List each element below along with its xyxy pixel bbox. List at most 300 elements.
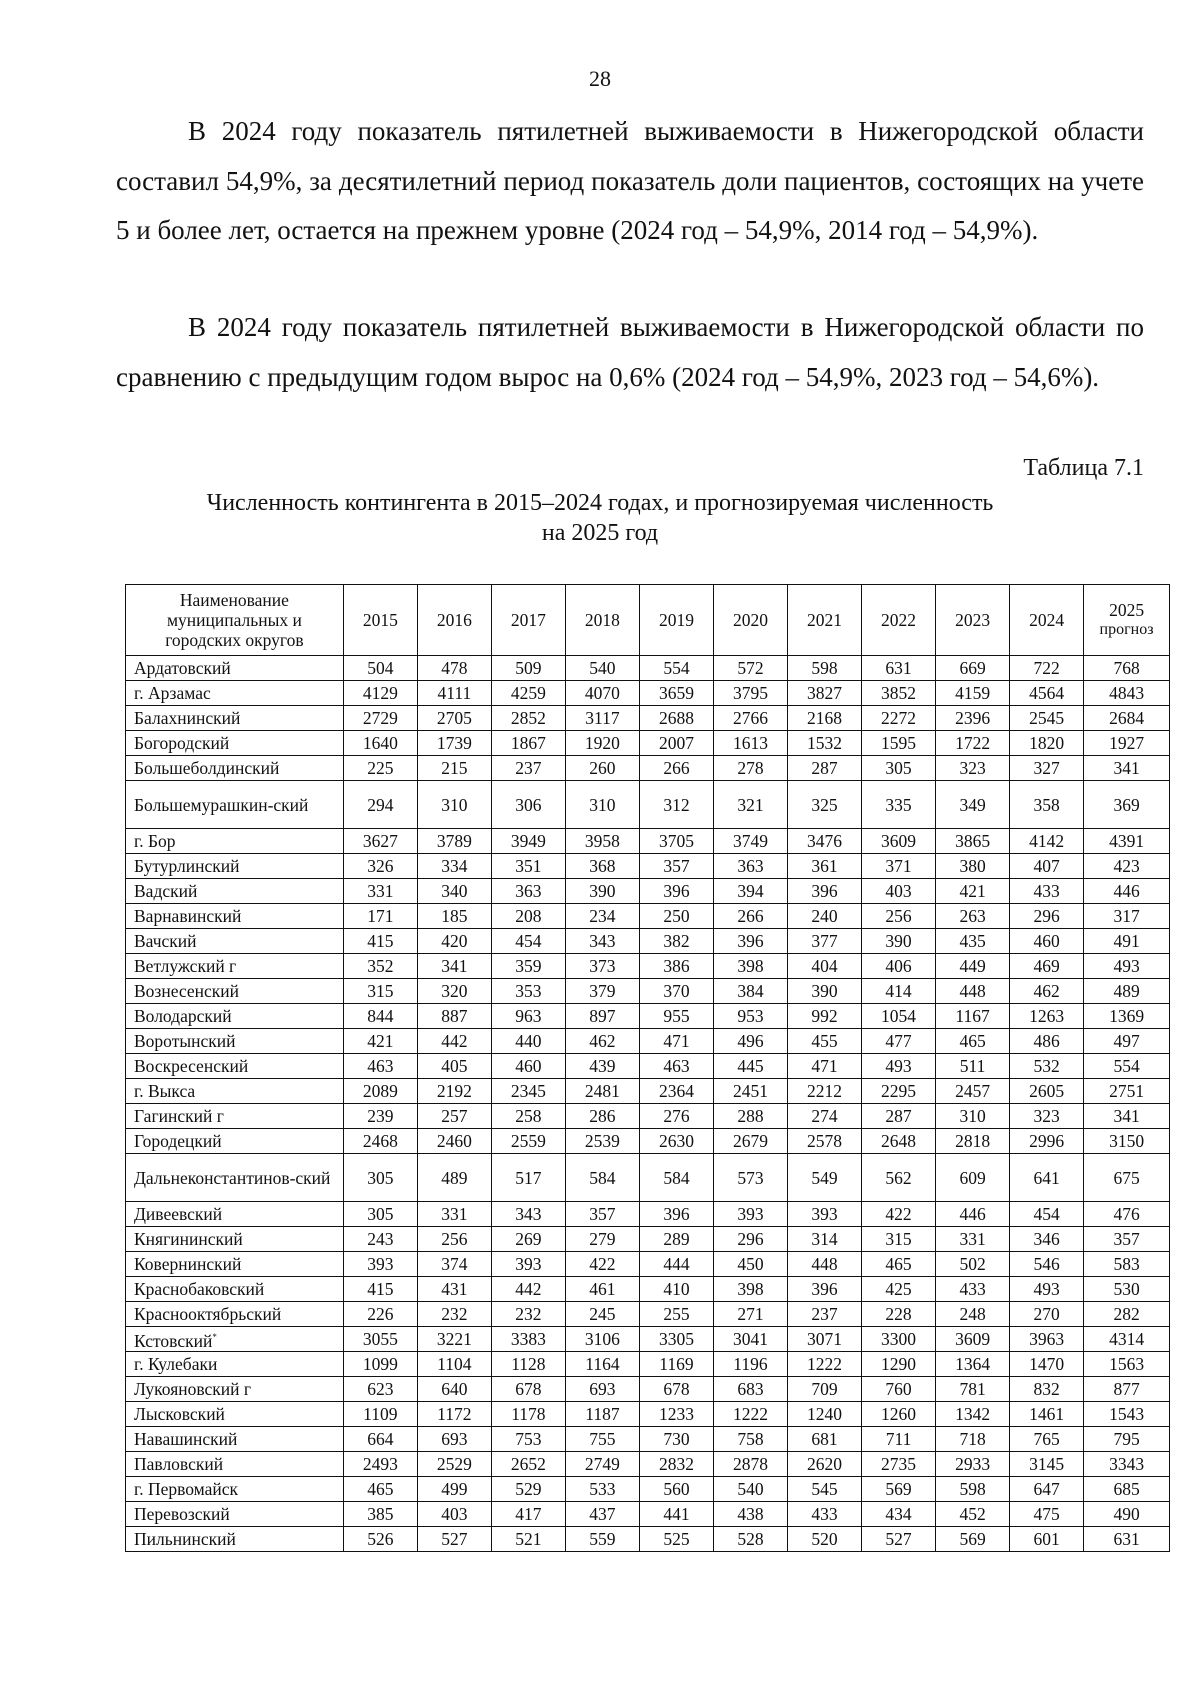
value-cell: 897: [565, 1004, 639, 1029]
district-name-cell: [126, 929, 344, 954]
value-cell: 405: [417, 1054, 491, 1079]
district-name-cell: [126, 904, 344, 929]
value-cell: 455: [788, 1029, 862, 1054]
header-year: 2015: [343, 585, 417, 656]
table-row: [126, 1477, 1170, 1502]
value-cell: 2679: [713, 1129, 787, 1154]
district-name: Княгининский: [134, 1229, 243, 1249]
district-name: Вадский: [134, 881, 198, 901]
table-row: [126, 1277, 1170, 1302]
header-year: 2020: [713, 585, 787, 656]
forecast-value-cell: 357: [1084, 1227, 1170, 1252]
table-row: [126, 1527, 1170, 1552]
district-name-cell: [126, 1202, 344, 1227]
forecast-value-cell: 446: [1084, 879, 1170, 904]
value-cell: 4564: [1010, 681, 1084, 706]
value-cell: 2688: [639, 706, 713, 731]
district-name: г. Выкса: [134, 1081, 196, 1101]
value-cell: 2852: [491, 706, 565, 731]
forecast-value-cell: 675: [1084, 1154, 1170, 1202]
value-cell: 393: [788, 1202, 862, 1227]
value-cell: 3117: [565, 706, 639, 731]
value-cell: 2089: [343, 1079, 417, 1104]
district-name-cell: [126, 1079, 344, 1104]
value-cell: 2648: [862, 1129, 936, 1154]
district-name-cell: [126, 829, 344, 854]
value-cell: 276: [639, 1104, 713, 1129]
value-cell: 1169: [639, 1352, 713, 1377]
value-cell: 3827: [788, 681, 862, 706]
header-forecast-year: 2025: [1109, 600, 1145, 620]
value-cell: 1054: [862, 1004, 936, 1029]
value-cell: 420: [417, 929, 491, 954]
value-cell: 517: [491, 1154, 565, 1202]
district-name-cell: [126, 1477, 344, 1502]
forecast-value-cell: 341: [1084, 1104, 1170, 1129]
value-cell: 753: [491, 1427, 565, 1452]
table-row: [126, 954, 1170, 979]
forecast-value-cell: 1369: [1084, 1004, 1170, 1029]
header-year: 2024: [1010, 585, 1084, 656]
value-cell: 379: [565, 979, 639, 1004]
value-cell: 2735: [862, 1452, 936, 1477]
table-title-line2: на 2025 год: [541, 520, 659, 546]
district-name-cell: [126, 1227, 344, 1252]
value-cell: 509: [491, 656, 565, 681]
district-name-cell: [126, 954, 344, 979]
value-cell: 1290: [862, 1352, 936, 1377]
value-cell: 2295: [862, 1079, 936, 1104]
value-cell: 396: [788, 1277, 862, 1302]
value-cell: 3071: [788, 1327, 862, 1352]
value-cell: 3055: [343, 1327, 417, 1352]
value-cell: 232: [491, 1302, 565, 1327]
value-cell: 955: [639, 1004, 713, 1029]
value-cell: 3609: [862, 829, 936, 854]
value-cell: 465: [343, 1477, 417, 1502]
forecast-value-cell: 4843: [1084, 681, 1170, 706]
value-cell: 992: [788, 1004, 862, 1029]
header-forecast: [1084, 585, 1170, 656]
value-cell: 469: [1010, 954, 1084, 979]
table-row: [126, 829, 1170, 854]
value-cell: 2933: [936, 1452, 1010, 1477]
table-row: [126, 1227, 1170, 1252]
district-name-cell: [126, 1154, 344, 1202]
value-cell: 584: [639, 1154, 713, 1202]
value-cell: 2749: [565, 1452, 639, 1477]
value-cell: 306: [491, 781, 565, 829]
district-name-cell: [126, 681, 344, 706]
forecast-value-cell: 317: [1084, 904, 1170, 929]
forecast-value-cell: 497: [1084, 1029, 1170, 1054]
value-cell: 2396: [936, 706, 1010, 731]
value-cell: 288: [713, 1104, 787, 1129]
forecast-value-cell: 554: [1084, 1054, 1170, 1079]
value-cell: 554: [639, 656, 713, 681]
value-cell: 2345: [491, 1079, 565, 1104]
value-cell: 357: [639, 854, 713, 879]
value-cell: 2493: [343, 1452, 417, 1477]
value-cell: 396: [788, 879, 862, 904]
value-cell: 270: [1010, 1302, 1084, 1327]
district-name: Павловский: [134, 1454, 224, 1474]
value-cell: 2007: [639, 731, 713, 756]
district-name-cell: [126, 1054, 344, 1079]
value-cell: 631: [862, 656, 936, 681]
value-cell: 477: [862, 1029, 936, 1054]
value-cell: 305: [343, 1154, 417, 1202]
value-cell: 1820: [1010, 731, 1084, 756]
value-cell: 4129: [343, 681, 417, 706]
value-cell: 385: [343, 1502, 417, 1527]
value-cell: 569: [936, 1527, 1010, 1552]
value-cell: 363: [713, 854, 787, 879]
district-name-cell: [126, 1377, 344, 1402]
value-cell: 415: [343, 1277, 417, 1302]
value-cell: 263: [936, 904, 1010, 929]
district-name: Воскресенский: [134, 1056, 249, 1076]
value-cell: 4259: [491, 681, 565, 706]
table-row: [126, 1054, 1170, 1079]
value-cell: 256: [862, 904, 936, 929]
district-name: Городецкий: [134, 1131, 222, 1151]
value-cell: 2605: [1010, 1079, 1084, 1104]
value-cell: 533: [565, 1477, 639, 1502]
value-cell: 434: [862, 1502, 936, 1527]
value-cell: 1222: [788, 1352, 862, 1377]
value-cell: 286: [565, 1104, 639, 1129]
value-cell: 3789: [417, 829, 491, 854]
contingent-table: [125, 584, 1170, 1552]
district-name: г. Кулебаки: [134, 1354, 218, 1374]
value-cell: 1461: [1010, 1402, 1084, 1427]
district-name-cell: [126, 1502, 344, 1527]
value-cell: 3305: [639, 1327, 713, 1352]
table-row: [126, 681, 1170, 706]
forecast-value-cell: 1563: [1084, 1352, 1170, 1377]
value-cell: 327: [1010, 756, 1084, 781]
value-cell: 454: [1010, 1202, 1084, 1227]
forecast-value-cell: 583: [1084, 1252, 1170, 1277]
header-year: 2019: [639, 585, 713, 656]
value-cell: 334: [417, 854, 491, 879]
table-row: [126, 1327, 1170, 1352]
value-cell: 422: [565, 1252, 639, 1277]
forecast-value-cell: 493: [1084, 954, 1170, 979]
value-cell: 1260: [862, 1402, 936, 1427]
value-cell: 3963: [1010, 1327, 1084, 1352]
forecast-value-cell: 476: [1084, 1202, 1170, 1227]
value-cell: 3949: [491, 829, 565, 854]
value-cell: 486: [1010, 1029, 1084, 1054]
value-cell: 832: [1010, 1377, 1084, 1402]
value-cell: 442: [491, 1277, 565, 1302]
value-cell: 1470: [1010, 1352, 1084, 1377]
header-year: 2023: [936, 585, 1010, 656]
district-name: Бутурлинский: [134, 856, 240, 876]
value-cell: 441: [639, 1502, 713, 1527]
district-name-cell: [126, 1352, 344, 1377]
forecast-value-cell: 490: [1084, 1502, 1170, 1527]
value-cell: 323: [936, 756, 1010, 781]
value-cell: 2705: [417, 706, 491, 731]
value-cell: 528: [713, 1527, 787, 1552]
value-cell: 461: [565, 1277, 639, 1302]
value-cell: 4111: [417, 681, 491, 706]
value-cell: 271: [713, 1302, 787, 1327]
value-cell: 584: [565, 1154, 639, 1202]
value-cell: 1172: [417, 1402, 491, 1427]
value-cell: 560: [639, 1477, 713, 1502]
value-cell: 433: [936, 1277, 1010, 1302]
district-name: Дивеевский: [134, 1204, 223, 1224]
value-cell: 278: [713, 756, 787, 781]
table-row: [126, 879, 1170, 904]
value-cell: 305: [343, 1202, 417, 1227]
value-cell: 1167: [936, 1004, 1010, 1029]
table-caption: Таблица 7.1: [1023, 455, 1144, 481]
forecast-value-cell: 3150: [1084, 1129, 1170, 1154]
value-cell: 678: [491, 1377, 565, 1402]
value-cell: 226: [343, 1302, 417, 1327]
value-cell: 3749: [713, 829, 787, 854]
value-cell: 471: [788, 1054, 862, 1079]
value-cell: 669: [936, 656, 1010, 681]
table-row: [126, 706, 1170, 731]
district-name-cell: [126, 1402, 344, 1427]
table-row: [126, 1402, 1170, 1427]
value-cell: 2457: [936, 1079, 1010, 1104]
value-cell: 373: [565, 954, 639, 979]
district-name-cell: [126, 1302, 344, 1327]
value-cell: 305: [862, 756, 936, 781]
value-cell: 569: [862, 1477, 936, 1502]
value-cell: 2168: [788, 706, 862, 731]
value-cell: 433: [788, 1502, 862, 1527]
district-name: Лысковский: [134, 1404, 225, 1424]
value-cell: 2364: [639, 1079, 713, 1104]
value-cell: 237: [788, 1302, 862, 1327]
value-cell: 499: [417, 1477, 491, 1502]
value-cell: 406: [862, 954, 936, 979]
value-cell: 396: [713, 929, 787, 954]
value-cell: 526: [343, 1527, 417, 1552]
value-cell: 445: [713, 1054, 787, 1079]
value-cell: 2559: [491, 1129, 565, 1154]
forecast-value-cell: 877: [1084, 1377, 1170, 1402]
district-name: г. Первомайск: [134, 1479, 239, 1499]
value-cell: 3383: [491, 1327, 565, 1352]
value-cell: 232: [417, 1302, 491, 1327]
value-cell: 3705: [639, 829, 713, 854]
district-name-cell: [126, 854, 344, 879]
header-name: Наименование муниципальных и городских округов: [126, 585, 344, 656]
value-cell: 478: [417, 656, 491, 681]
forecast-value-cell: 2684: [1084, 706, 1170, 731]
value-cell: 3852: [862, 681, 936, 706]
value-cell: 4142: [1010, 829, 1084, 854]
district-name-cell: [126, 656, 344, 681]
value-cell: 343: [565, 929, 639, 954]
value-cell: 529: [491, 1477, 565, 1502]
value-cell: 2652: [491, 1452, 565, 1477]
value-cell: 1233: [639, 1402, 713, 1427]
value-cell: 493: [1010, 1277, 1084, 1302]
table-row: [126, 1079, 1170, 1104]
value-cell: 765: [1010, 1427, 1084, 1452]
value-cell: 335: [862, 781, 936, 829]
district-name-cell: [126, 1427, 344, 1452]
value-cell: 380: [936, 854, 1010, 879]
value-cell: 320: [417, 979, 491, 1004]
value-cell: 1532: [788, 731, 862, 756]
forecast-value-cell: 491: [1084, 929, 1170, 954]
value-cell: 1109: [343, 1402, 417, 1427]
value-cell: 3958: [565, 829, 639, 854]
header-year: 2017: [491, 585, 565, 656]
value-cell: 2460: [417, 1129, 491, 1154]
value-cell: 598: [936, 1477, 1010, 1502]
value-cell: 371: [862, 854, 936, 879]
value-cell: 225: [343, 756, 417, 781]
value-cell: 448: [936, 979, 1010, 1004]
value-cell: 228: [862, 1302, 936, 1327]
value-cell: 260: [565, 756, 639, 781]
value-cell: 760: [862, 1377, 936, 1402]
table-body: [126, 656, 1170, 1552]
value-cell: 693: [417, 1427, 491, 1452]
value-cell: 664: [343, 1427, 417, 1452]
value-cell: 545: [788, 1477, 862, 1502]
value-cell: 1104: [417, 1352, 491, 1377]
table-row: [126, 1029, 1170, 1054]
value-cell: 2272: [862, 706, 936, 731]
value-cell: 540: [565, 656, 639, 681]
value-cell: 390: [788, 979, 862, 1004]
value-cell: 310: [936, 1104, 1010, 1129]
value-cell: 887: [417, 1004, 491, 1029]
value-cell: 463: [639, 1054, 713, 1079]
value-cell: 208: [491, 904, 565, 929]
forecast-value-cell: 530: [1084, 1277, 1170, 1302]
table-title-line1: Численность контингента в 2015–2024 годах, и прогнозируемая численность: [206, 490, 994, 516]
value-cell: 266: [639, 756, 713, 781]
district-name-cell: [126, 979, 344, 1004]
value-cell: 1867: [491, 731, 565, 756]
value-cell: 435: [936, 929, 1010, 954]
value-cell: 758: [713, 1427, 787, 1452]
district-name-cell: [126, 1252, 344, 1277]
district-name-cell: [126, 1527, 344, 1552]
value-cell: 3041: [713, 1327, 787, 1352]
value-cell: 346: [1010, 1227, 1084, 1252]
value-cell: 504: [343, 656, 417, 681]
district-name: Балахнинский: [134, 708, 241, 728]
value-cell: 315: [862, 1227, 936, 1252]
value-cell: 256: [417, 1227, 491, 1252]
value-cell: 315: [343, 979, 417, 1004]
district-name: Краснооктябрьский: [134, 1304, 282, 1324]
value-cell: 258: [491, 1104, 565, 1129]
table-row: [126, 1452, 1170, 1477]
value-cell: 460: [491, 1054, 565, 1079]
district-name: Воротынский: [134, 1031, 236, 1051]
forecast-value-cell: 631: [1084, 1527, 1170, 1552]
forecast-value-cell: 3343: [1084, 1452, 1170, 1477]
value-cell: 4159: [936, 681, 1010, 706]
table-title: [0, 488, 1200, 548]
value-cell: 3795: [713, 681, 787, 706]
value-cell: 2996: [1010, 1129, 1084, 1154]
value-cell: 532: [1010, 1054, 1084, 1079]
value-cell: 511: [936, 1054, 1010, 1079]
value-cell: 3145: [1010, 1452, 1084, 1477]
table-row: [126, 656, 1170, 681]
value-cell: 185: [417, 904, 491, 929]
value-cell: 3609: [936, 1327, 1010, 1352]
value-cell: 425: [862, 1277, 936, 1302]
value-cell: 2212: [788, 1079, 862, 1104]
table-row: [126, 1352, 1170, 1377]
value-cell: 1342: [936, 1402, 1010, 1427]
value-cell: 448: [788, 1252, 862, 1277]
value-cell: 396: [639, 879, 713, 904]
value-cell: 171: [343, 904, 417, 929]
value-cell: 493: [862, 1054, 936, 1079]
value-cell: 953: [713, 1004, 787, 1029]
value-cell: 2832: [639, 1452, 713, 1477]
value-cell: 520: [788, 1527, 862, 1552]
header-forecast-label: прогноз: [1099, 621, 1154, 638]
value-cell: 462: [565, 1029, 639, 1054]
value-cell: 331: [936, 1227, 1010, 1252]
value-cell: 449: [936, 954, 1010, 979]
district-name: Ардатовский: [134, 658, 231, 678]
value-cell: 454: [491, 929, 565, 954]
paragraph-survival-2024: В 2024 году показатель пятилетней выживаемости в Нижегородской области составил 54,9%, за десятилетний период показатель доли пациентов, состоящих на учете 5 и более лет, остается на прежнем уровне (2024 год – 54,9%, 2014 год – 54,9%).: [116, 116, 1144, 245]
header-year: 2016: [417, 585, 491, 656]
value-cell: 404: [788, 954, 862, 979]
value-cell: 609: [936, 1154, 1010, 1202]
district-name-cell: [126, 1029, 344, 1054]
value-cell: 444: [639, 1252, 713, 1277]
table-row: [126, 1104, 1170, 1129]
value-cell: 2451: [713, 1079, 787, 1104]
value-cell: 368: [565, 854, 639, 879]
forecast-value-cell: 685: [1084, 1477, 1170, 1502]
value-cell: 341: [417, 954, 491, 979]
value-cell: 287: [862, 1104, 936, 1129]
value-cell: 496: [713, 1029, 787, 1054]
value-cell: 215: [417, 756, 491, 781]
value-cell: 396: [639, 1202, 713, 1227]
value-cell: 255: [639, 1302, 713, 1327]
district-name: Ковернинский: [134, 1254, 242, 1274]
value-cell: 2481: [565, 1079, 639, 1104]
district-name: Варнавинский: [134, 906, 242, 926]
value-cell: 248: [936, 1302, 1010, 1327]
value-cell: 312: [639, 781, 713, 829]
table-row: [126, 1129, 1170, 1154]
value-cell: 3659: [639, 681, 713, 706]
value-cell: 403: [862, 879, 936, 904]
value-cell: 414: [862, 979, 936, 1004]
value-cell: 382: [639, 929, 713, 954]
value-cell: 440: [491, 1029, 565, 1054]
district-name-cell: [126, 1277, 344, 1302]
district-name: Большеболдинский: [134, 758, 280, 778]
